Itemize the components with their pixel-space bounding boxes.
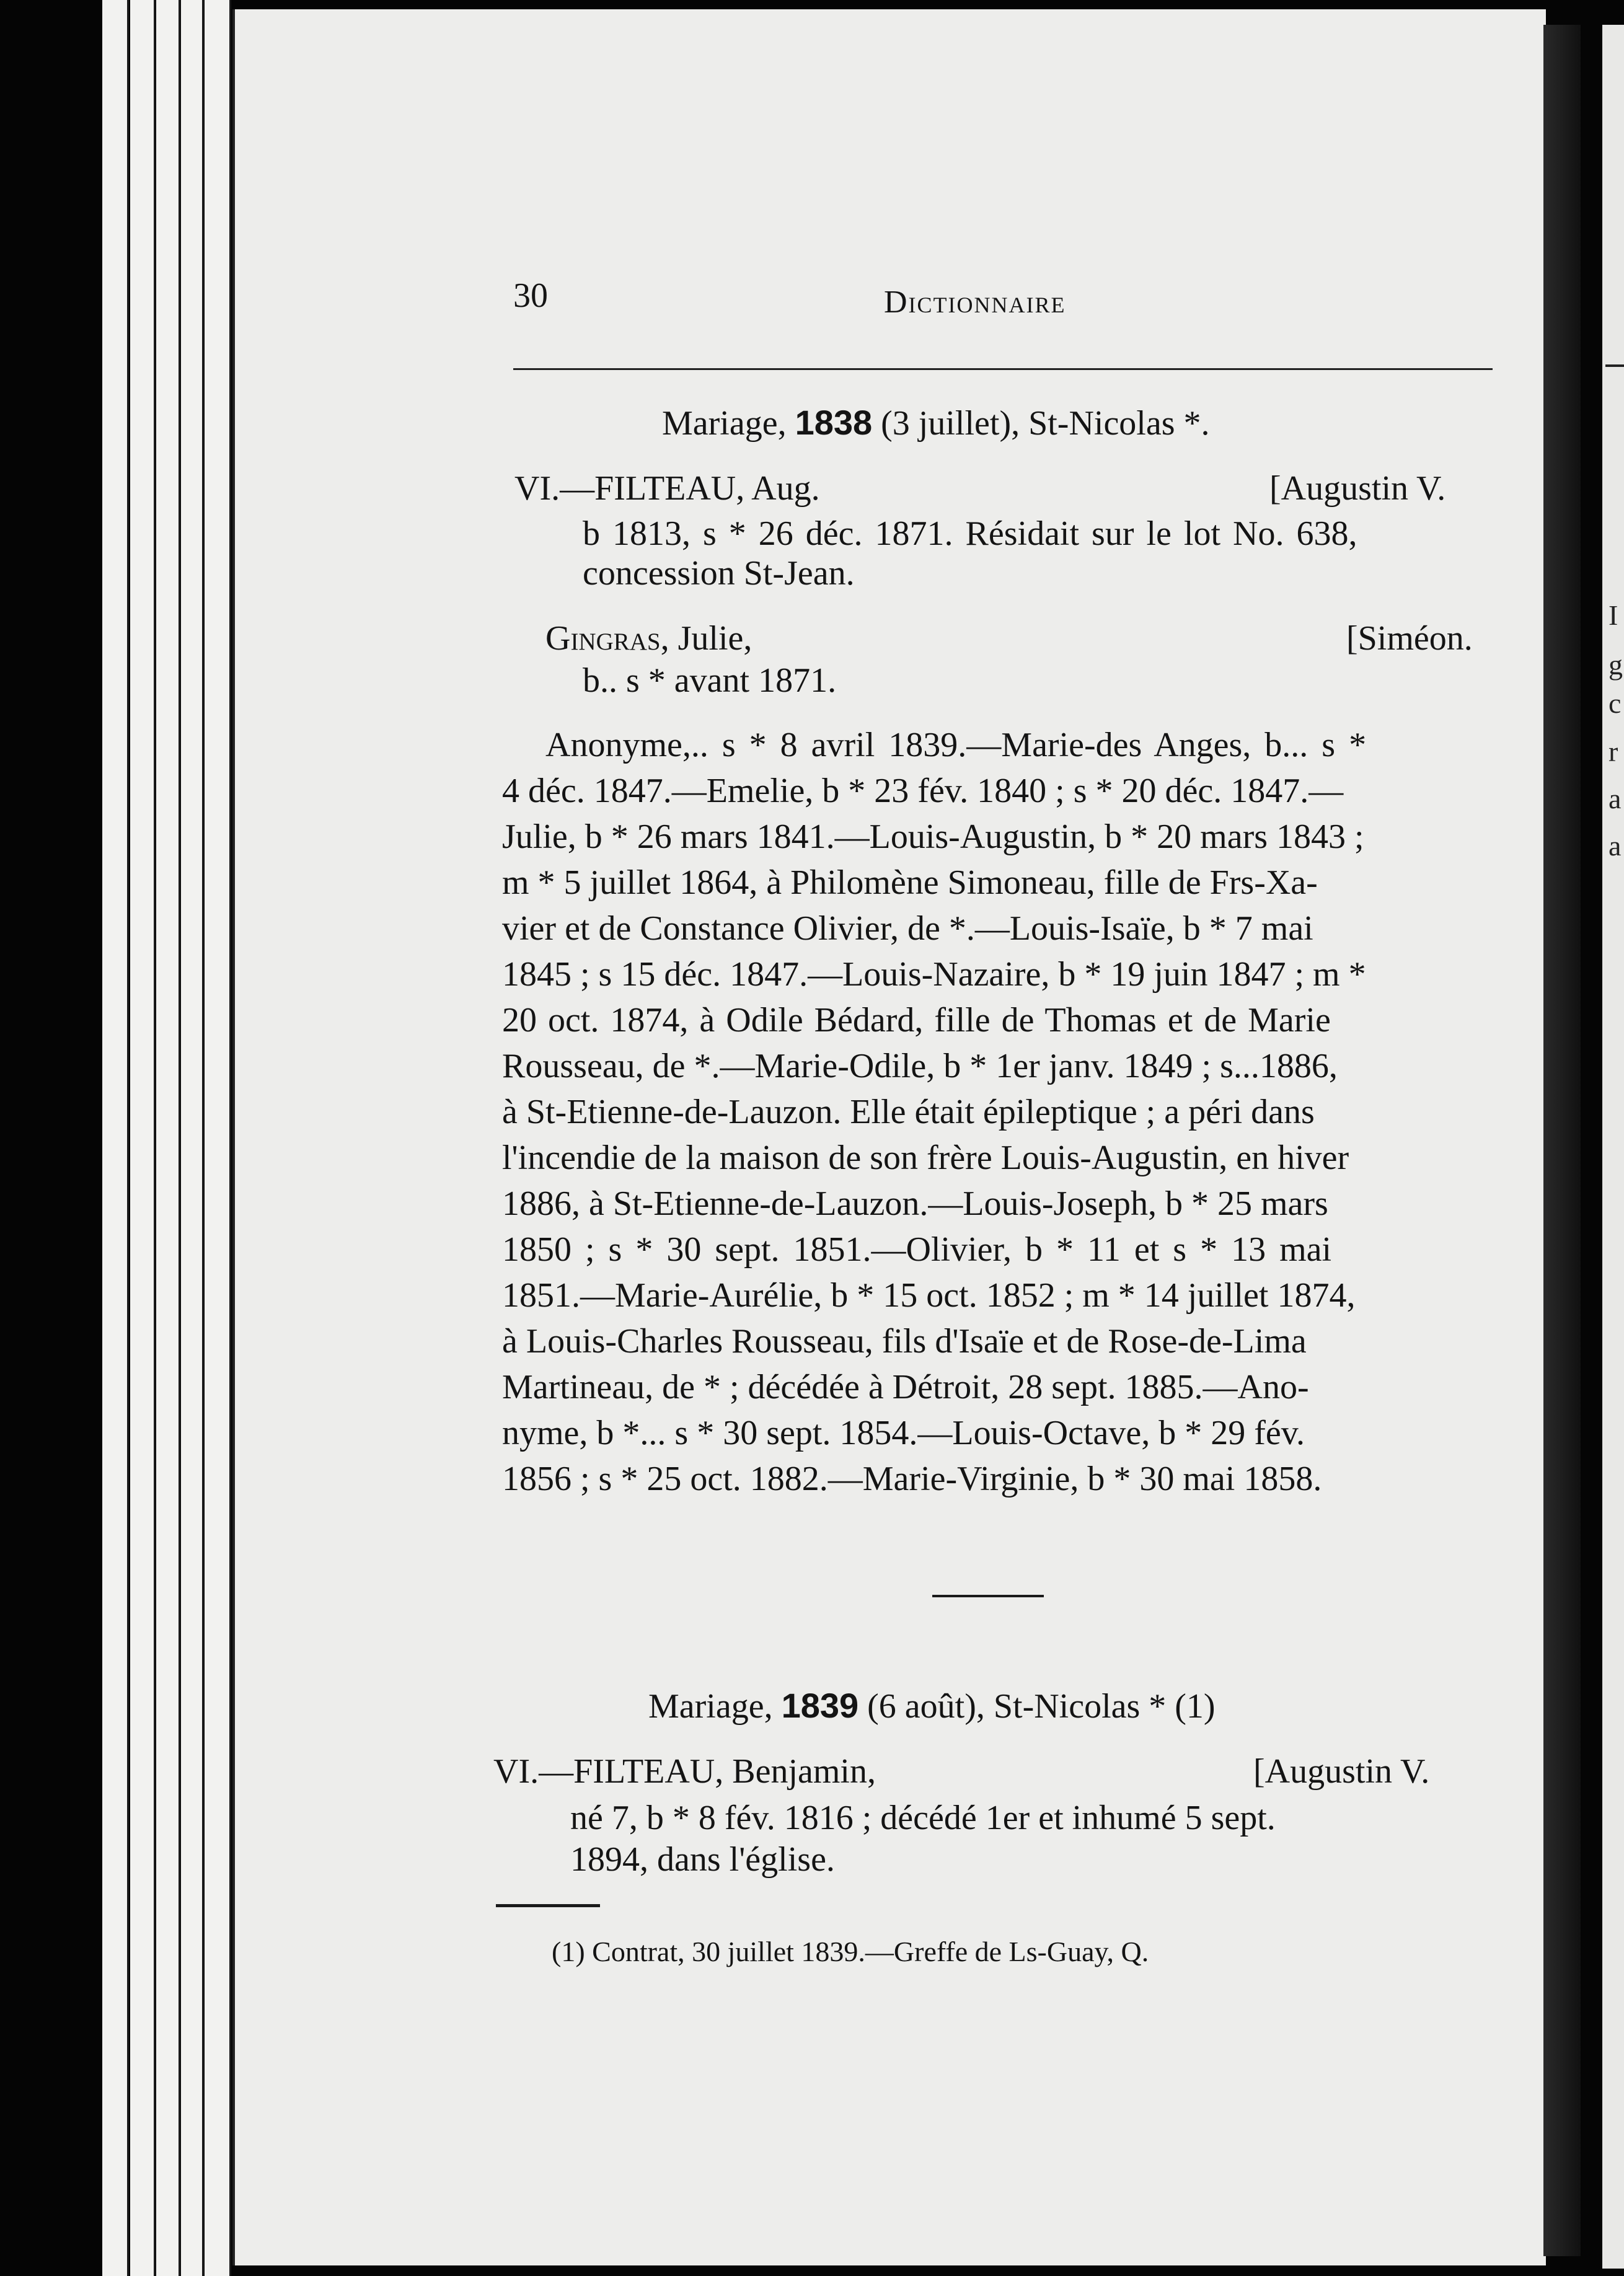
facing-page-fragment: c [1609,687,1622,719]
page-stack-edge [181,0,204,2276]
children-line: à Louis-Charles Rousseau, fils d'Isaïe et de Rose-de-Lima [502,1322,1307,1361]
gutter-shadow [1543,25,1581,2256]
children-line: 20 oct. 1874, à Odile Bédard, fille de Thomas et de Marie [502,1001,1331,1039]
children-line: m * 5 juillet 1864, à Philomène Simoneau, fille de Frs-Xa- [502,863,1318,902]
husband-details: b 1813, s * 26 déc. 1871. Résidait sur le lot No. 638, [583,514,1357,553]
children-line: Anonyme,.. s * 8 avril 1839.—Marie-des Anges, b... s * [545,726,1367,764]
facing-page-fragment: a [1609,783,1622,814]
husband-father: [Augustin V. [1253,1752,1430,1791]
facing-page-fragment: r [1609,736,1618,767]
running-title: Dictionnaire [884,284,1066,320]
page-stack-edge [130,0,156,2276]
children-line: Julie, b * 26 mars 1841.—Louis-Augustin, b * 20 mars 1843 ; [502,818,1364,856]
children-line: Martineau, de * ; décédée à Détroit, 28 sept. 1885.—Ano- [502,1368,1309,1406]
page-stack-edge [156,0,180,2276]
marriage-heading: Mariage, 1838 (3 juillet), St-Nicolas *. [662,403,1210,443]
marriage-year: 1839 [781,1686,859,1725]
wife-name: Gingras, Julie, [545,619,752,658]
page-number: 30 [513,276,548,315]
husband-name: VI.—FILTEAU, Benjamin, [493,1752,876,1791]
wife-details: b.. s * avant 1871. [583,661,837,700]
children-line: vier et de Constance Olivier, de *.—Louis-Isaïe, b * 7 mai [502,909,1313,948]
page-stack-edge [205,0,231,2276]
page-stack-edge [102,0,129,2276]
children-line: 1851.—Marie-Aurélie, b * 15 oct. 1852 ; m * 14 juillet 1874, [502,1276,1356,1315]
children-line: 1845 ; s 15 déc. 1847.—Louis-Nazaire, b * 19 juin 1847 ; m * [502,955,1366,994]
children-line: à St-Etienne-de-Lauzon. Elle était épileptique ; a péri dans [502,1093,1315,1131]
children-line: nyme, b *... s * 30 sept. 1854.—Louis-Octave, b * 29 fév. [502,1414,1305,1452]
children-line: 1856 ; s * 25 oct. 1882.—Marie-Virginie, b * 30 mai 1858. [502,1460,1322,1498]
facing-page-fragment: a [1609,830,1622,862]
children-line: 1850 ; s * 30 sept. 1851.—Olivier, b * 11 et s * 13 mai [502,1230,1332,1269]
husband-father: [Augustin V. [1269,469,1446,508]
children-line: l'incendie de la maison de son frère Louis-Augustin, en hiver [502,1139,1349,1177]
book-page [232,9,1546,2265]
facing-page-fragment: I [1609,599,1618,631]
footnote: (1) Contrat, 30 juillet 1839.—Greffe de Ls-Guay, Q. [552,1936,1149,1967]
section-separator [932,1595,1044,1597]
marriage-year: 1838 [795,403,873,442]
children-line: 1886, à St-Etienne-de-Lauzon.—Louis-Joseph, b * 25 mars [502,1184,1328,1223]
footnote-rule [496,1904,600,1907]
facing-page-rule [1605,364,1624,367]
husband-details: concession St-Jean. [583,554,855,593]
children-line: 4 déc. 1847.—Emelie, b * 23 fév. 1840 ; s * 20 déc. 1847.— [502,772,1344,810]
wife-father: [Siméon. [1346,619,1473,658]
husband-details: 1894, dans l'église. [570,1840,835,1879]
children-line: Rousseau, de *.—Marie-Odile, b * 1er janv. 1849 ; s...1886, [502,1047,1338,1085]
header-rule [513,368,1493,370]
facing-page-edge [1602,25,1624,2269]
marriage-heading: Mariage, 1839 (6 août), St-Nicolas * (1) [648,1686,1216,1726]
facing-page-fragment: g [1609,649,1623,681]
husband-details: né 7, b * 8 fév. 1816 ; décédé 1er et inhumé 5 sept. [570,1799,1276,1837]
husband-name: VI.—FILTEAU, Aug. [514,469,820,508]
